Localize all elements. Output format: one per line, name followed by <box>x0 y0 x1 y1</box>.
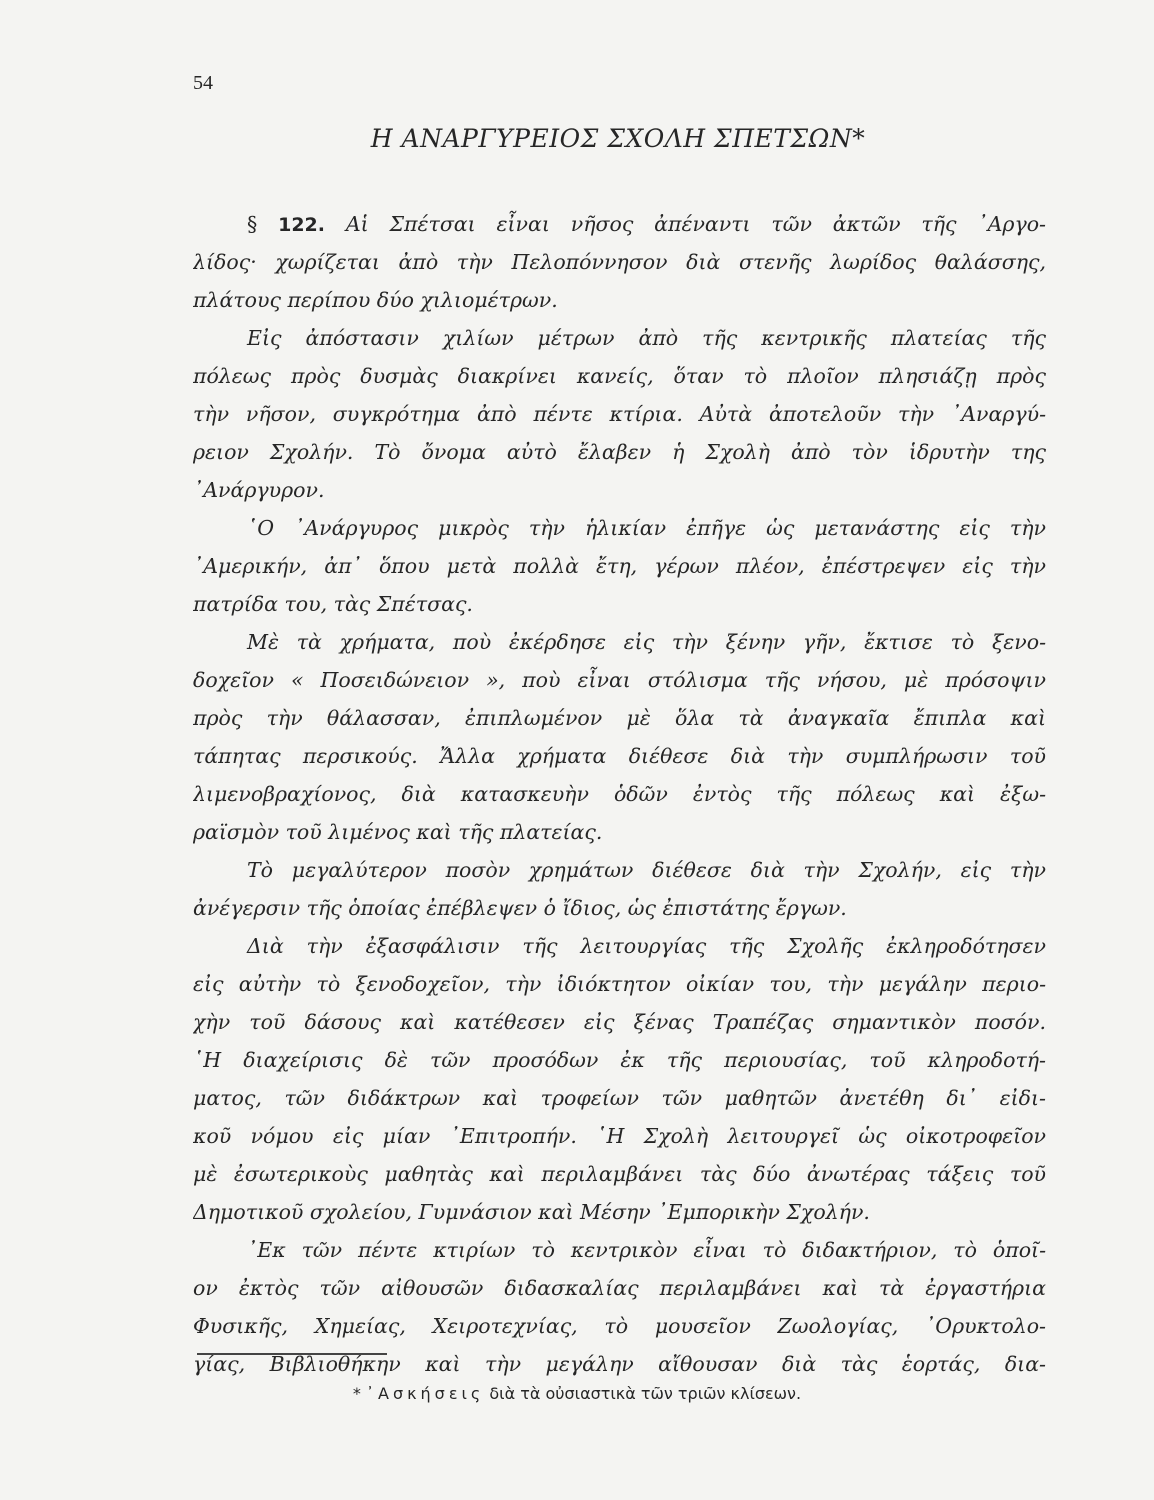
paragraph-line: ον ἐκτὸς τῶν αἰθουσῶν διδασκαλίας περιλαμβάνει καὶ τὰ ἐργαστήρια <box>193 1276 1046 1300</box>
body-text <box>193 205 1046 1383</box>
paragraph-line: ᾽Ανάργυρον. <box>193 478 325 502</box>
paragraph-line: Διὰ τὴν ἐξασφάλισιν τῆς λειτουργίας τῆς Σχολῆς ἐκληροδότησεν <box>247 934 1046 958</box>
footnote <box>0 1384 1154 1403</box>
line-text: Αἱ Σπέτσαι εἶναι νῆσος ἀπέναντι τῶν ἀκτῶν τῆς ᾽Αργο- <box>345 212 1046 236</box>
footnote-marker: * <box>352 1384 361 1403</box>
paragraph-line: χὴν τοῦ δάσους καὶ κατέθεσεν εἰς ξένας Τραπέζας σημαντικὸν ποσόν. <box>193 1010 1046 1034</box>
paragraph-line <box>193 205 1046 243</box>
footnote-spaced-word: ᾽Ασκήσεις <box>366 1384 485 1403</box>
footnote-divider <box>197 1353 387 1355</box>
paragraph-line: Τὸ μεγαλύτερον ποσὸν χρημάτων διέθεσε διὰ τὴν Σχολήν, εἰς τὴν <box>247 858 1046 882</box>
paragraph-line: ματος, τῶν διδάκτρων καὶ τροφείων τῶν μαθητῶν ἀνετέθη δι᾽ εἰδι- <box>193 1086 1046 1110</box>
chapter-title: Η ΑΝΑΡΓΥΡΕΙΟΣ ΣΧΟΛΗ ΣΠΕΤΣΩΝ* <box>370 124 866 153</box>
paragraph-line: τάπητας περσικούς. Ἄλλα χρήματα διέθεσε διὰ τὴν συμπλήρωσιν τοῦ <box>193 744 1046 768</box>
paragraph-line: πρὸς τὴν θάλασσαν, ἐπιπλωμένον μὲ ὅλα τὰ ἀναγκαῖα ἔπιπλα καὶ <box>193 706 1046 730</box>
paragraph-line: λίδος· χωρίζεται ἀπὸ τὴν Πελοπόννησον διὰ στενῆς λωρίδος θαλάσσης, <box>193 250 1046 274</box>
paragraph-line: ρειον Σχολήν. Τὸ ὄνομα αὐτὸ ἔλαβεν ἡ Σχολὴ ἀπὸ τὸν ἱδρυτὴν της <box>193 440 1046 464</box>
paragraph-line: μὲ ἐσωτερικοὺς μαθητὰς καὶ περιλαμβάνει τὰς δύο ἀνωτέρας τάξεις τοῦ <box>193 1162 1046 1186</box>
paragraph-line: ῾Ο ᾽Ανάργυρος μικρὸς τὴν ἡλικίαν ἐπῆγε ὡς μετανάστης εἰς τὴν <box>247 516 1046 540</box>
paragraph-line: δοχεῖον « Ποσειδώνειον », ποὺ εἶναι στόλισμα τῆς νήσου, μὲ πρόσοψιν <box>193 668 1046 692</box>
paragraph-line: ραϊσμὸν τοῦ λιμένος καὶ τῆς πλατείας. <box>193 820 603 844</box>
paragraph-line: εἰς αὐτὴν τὸ ξενοδοχεῖον, τὴν ἰδιόκτητον οἰκίαν του, τὴν μεγάλην περιο- <box>193 972 1046 996</box>
section-symbol: § <box>247 212 258 236</box>
paragraph-line: πατρίδα του, τὰς Σπέτσας. <box>193 592 473 616</box>
paragraph-line: Δημοτικοῦ σχολείου, Γυμνάσιον καὶ Μέσην ᾽Εμπορικὴν Σχολήν. <box>193 1200 870 1224</box>
paragraph-line: Μὲ τὰ χρήματα, ποὺ ἐκέρδησε εἰς τὴν ξένην γῆν, ἔκτισε τὸ ξενο- <box>247 630 1046 654</box>
paragraph-line: Εἰς ἀπόστασιν χιλίων μέτρων ἀπὸ τῆς κεντρικῆς πλατείας τῆς <box>247 326 1046 350</box>
paragraph-line: πλάτους περίπου δύο χιλιομέτρων. <box>193 288 558 312</box>
paragraph-line: ἀνέγερσιν τῆς ὁποίας ἐπέβλεψεν ὁ ἴδιος, ὡς ἐπιστάτης ἔργων. <box>193 896 847 920</box>
paragraph-line: πόλεως πρὸς δυσμὰς διακρίνει κανείς, ὅταν τὸ πλοῖον πλησιάζῃ πρὸς <box>193 364 1046 388</box>
paragraph-line: λιμενοβραχίονος, διὰ κατασκευὴν ὁδῶν ἐντὸς τῆς πόλεως καὶ ἐξω- <box>193 782 1046 806</box>
paragraph-line: γίας, Βιβλιοθήκην καὶ τὴν μεγάλην αἴθουσαν διὰ τὰς ἑορτάς, δια- <box>193 1352 1046 1376</box>
paragraph-line: Φυσικῆς, Χημείας, Χειροτεχνίας, τὸ μουσεῖον Ζωολογίας, ᾽Ορυκτολο- <box>193 1314 1046 1338</box>
footnote-text: διὰ τὰ οὐσιαστικὰ τῶν τριῶν κλίσεων. <box>489 1384 802 1403</box>
paragraph-line: κοῦ νόμου εἰς μίαν ᾽Επιτροπήν. ῾Η Σχολὴ λειτουργεῖ ὡς οἰκοτροφεῖον <box>193 1124 1046 1148</box>
paragraph-line: ᾽Εκ τῶν πέντε κτιρίων τὸ κεντρικὸν εἶναι τὸ διδακτήριον, τὸ ὁποῖ- <box>247 1238 1046 1262</box>
paragraph-line: ᾽Αμερικήν, ἀπ᾽ ὅπου μετὰ πολλὰ ἔτη, γέρων πλέον, ἐπέστρεψεν εἰς τὴν <box>193 554 1046 578</box>
page-number: 54 <box>193 72 213 94</box>
paragraph-line: τὴν νῆσον, συγκρότημα ἀπὸ πέντε κτίρια. Αὐτὰ ἀποτελοῦν τὴν ᾽Αναργύ- <box>193 402 1046 426</box>
section-number: 122. <box>278 214 325 236</box>
paragraph-line: ῾Η διαχείρισις δὲ τῶν προσόδων ἐκ τῆς περιουσίας, τοῦ κληροδοτή- <box>193 1048 1046 1072</box>
